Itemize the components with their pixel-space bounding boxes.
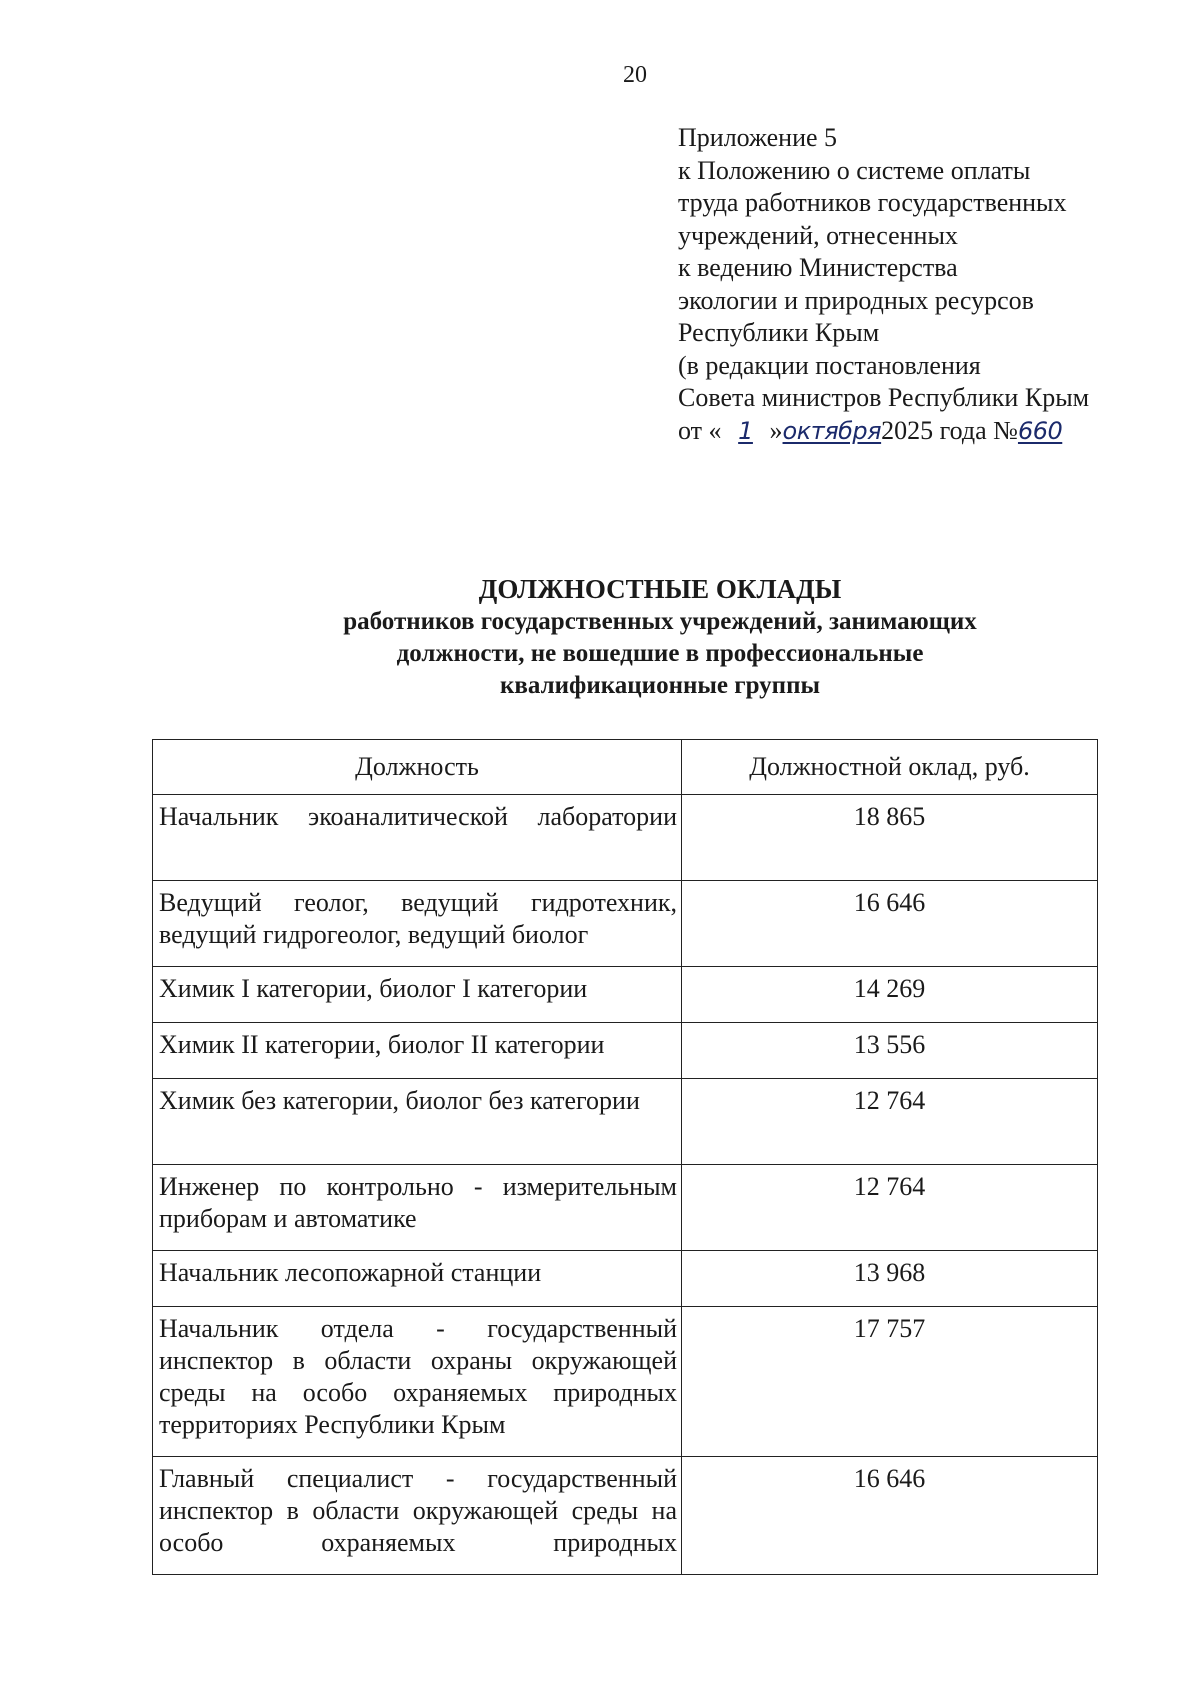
appendix-line: Приложение 5 <box>678 123 838 152</box>
handwritten-month: октября <box>782 416 882 445</box>
salary-cell: 17 757 <box>682 1307 1098 1457</box>
date-year-text: 2025 года № <box>881 415 1018 445</box>
position-cell: Химик без категории, биолог без категории <box>153 1079 682 1165</box>
table-row <box>153 1251 1098 1307</box>
table-row <box>153 1307 1098 1457</box>
position-cell: Химик II категории, биолог II категории <box>153 1023 682 1079</box>
position-cell: Ведущий геолог, ведущий гидротехник, ведущий гидрогеолог, ведущий биолог <box>153 881 682 967</box>
resolution-date-line <box>678 415 1178 448</box>
header-salary: Должностной оклад, руб. <box>682 740 1098 795</box>
salary-cell: 16 646 <box>682 1457 1098 1575</box>
title-main: ДОЛЖНОСТНЫЕ ОКЛАДЫ <box>478 574 842 604</box>
table-header-row <box>153 740 1098 795</box>
title-sub-line: квалификационные группы <box>499 672 821 699</box>
table-row <box>153 1079 1098 1165</box>
table-row <box>153 1023 1098 1079</box>
appendix-line: учреждений, отнесенных <box>678 220 958 250</box>
header-position: Должность <box>153 740 682 795</box>
handwritten-day: 1 <box>738 416 753 445</box>
position-cell: Химик I категории, биолог I категории <box>153 967 682 1023</box>
table-row <box>153 967 1098 1023</box>
table-row <box>153 795 1098 881</box>
document-title <box>140 572 1180 702</box>
position-cell: Главный специалист - государственный инспектор в области окружающей среды на особо охраняемых природных <box>153 1457 682 1575</box>
table-row <box>153 881 1098 967</box>
appendix-line: труда работников государственных <box>678 188 1067 217</box>
position-cell: Начальник отдела - государственный инспектор в области охраны окружающей среды на особо охраняемых природных территориях Республики Крым <box>153 1307 682 1457</box>
date-mid: » <box>769 415 783 445</box>
position-cell: Начальник экоаналитической лаборатории <box>153 795 682 881</box>
handwritten-number: 660 <box>1017 416 1063 445</box>
position-cell: Инженер по контрольно - измерительным приборам и автоматике <box>153 1165 682 1251</box>
salary-cell: 13 556 <box>682 1023 1098 1079</box>
page-number: 20 <box>623 62 647 88</box>
appendix-header <box>678 122 1178 447</box>
date-prefix: от « <box>678 415 722 445</box>
title-sub-line: работников государственных учреждений, занимающих <box>343 608 977 635</box>
appendix-line: (в редакции постановления <box>678 350 981 380</box>
salary-cell: 12 764 <box>682 1165 1098 1251</box>
position-cell: Начальник лесопожарной станции <box>153 1251 682 1307</box>
title-sub-line: должности, не вошедшие в профессиональные <box>396 640 924 667</box>
table-row <box>153 1457 1098 1575</box>
appendix-line: экологии и природных ресурсов <box>678 285 1034 315</box>
table-row <box>153 1165 1098 1251</box>
appendix-line: к ведению Министерства <box>678 253 958 282</box>
salary-table <box>152 739 1098 1575</box>
salary-cell: 14 269 <box>682 967 1098 1023</box>
appendix-line: Совета министров Республики Крым <box>678 383 1090 412</box>
salary-cell: 16 646 <box>682 881 1098 967</box>
salary-cell: 18 865 <box>682 795 1098 881</box>
appendix-line: к Положению о системе оплаты <box>678 155 1031 185</box>
salary-cell: 12 764 <box>682 1079 1098 1165</box>
appendix-line: Республики Крым <box>678 318 880 347</box>
salary-cell: 13 968 <box>682 1251 1098 1307</box>
